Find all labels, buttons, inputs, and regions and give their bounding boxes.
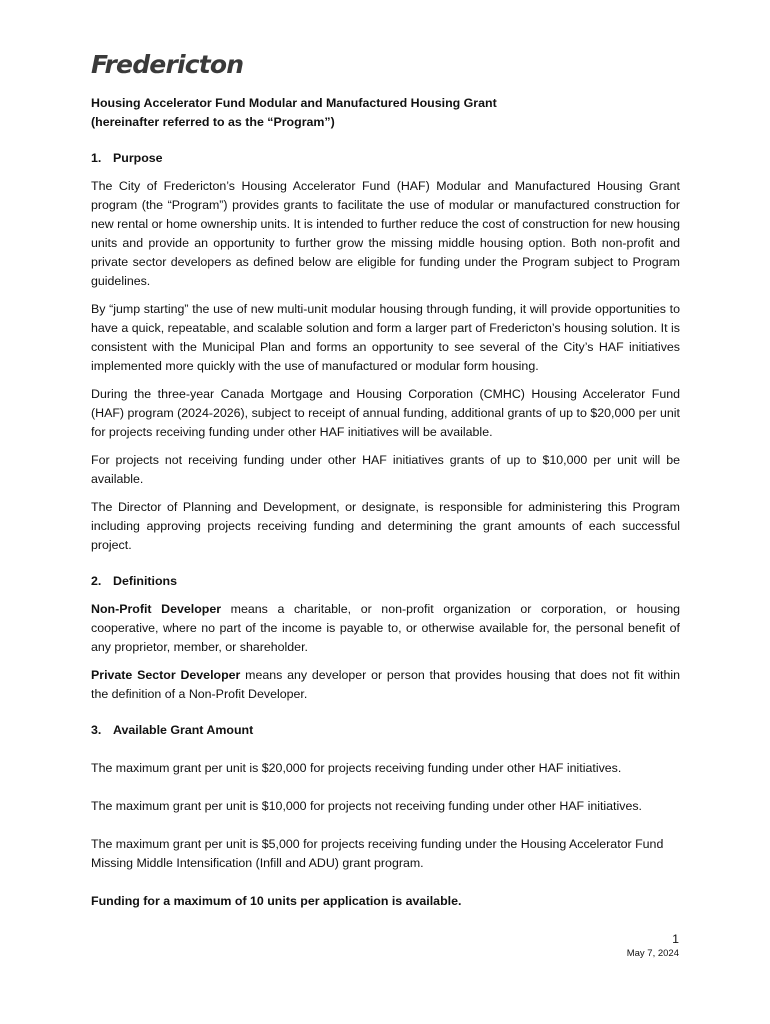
document-body [91, 94, 680, 920]
section-number: 2. [91, 574, 102, 588]
section-title: Purpose [113, 151, 163, 165]
definition-term: Private Sector Developer [91, 668, 241, 682]
purpose-paragraph-3: During the three-year Canada Mortgage and Housing Corporation (CMHC) Housing Accelerator Fund (HAF) program (2024-2026), subject to receipt of annual funding, additional grants of up to $20,000 per unit for projects receiving funding under other HAF initiatives will be available. [91, 387, 680, 439]
section-number: 3. [91, 723, 102, 737]
footer-date: May 7, 2024 [626, 948, 679, 959]
definition-nonprofit [91, 600, 680, 657]
title-line-2: (hereinafter referred to as the “Program”) [91, 115, 335, 129]
grant-line-2: The maximum grant per unit is $10,000 for projects not receiving funding under other HAF initiatives. [91, 799, 642, 813]
funding-note: Funding for a maximum of 10 units per application is available. [91, 894, 462, 908]
page-footer [627, 932, 679, 960]
logo-text: Fredericton [91, 50, 244, 79]
grant-line-1: The maximum grant per unit is $20,000 for projects receiving funding under other HAF initiatives. [91, 761, 622, 775]
section-title: Definitions [113, 574, 178, 588]
section-number: 1. [91, 151, 102, 165]
definition-text: means any developer or person that provides housing that does not fit within the definition of a Non-Profit Developer. [91, 668, 680, 701]
purpose-paragraph-5: The Director of Planning and Development, or designate, is responsible for administering this Program including approving projects receiving funding and determining the grant amounts of each successful project. [91, 500, 680, 552]
purpose-paragraph-4: For projects not receiving funding under other HAF initiatives grants of up to $10,000 per unit will be available. [91, 453, 680, 486]
definition-text: means a charitable, or non-profit organization or corporation, or housing cooperative, where no part of the income is payable to, or otherwise available for, the personal benefit of any proprietor, member, or shareholder. [91, 602, 680, 654]
city-logo [91, 50, 243, 79]
purpose-paragraph-1: The City of Fredericton’s Housing Accelerator Fund (HAF) Modular and Manufactured Housing Grant program (the “Program”) provides grants to facilitate the use of modular or manufactured construction for new rental or home ownership units. It is intended to further reduce the cost of construction for new housing units and provide an opportunity to further grow the missing middle housing option. Both non-profit and private sector developers as defined below are eligible for funding under the Program subject to Program guidelines. [91, 179, 680, 288]
purpose-paragraph-2: By “jump starting” the use of new multi-unit modular housing through funding, it will provide opportunities to have a quick, repeatable, and scalable solution and form a larger part of Fredericton’s housing solution. It is consistent with the Municipal Plan and forms an opportunity to see several of the City’s HAF initiatives implemented more quickly with the use of manufactured or modular form housing. [91, 302, 680, 373]
section-title: Available Grant Amount [113, 723, 254, 737]
title-line-1: Housing Accelerator Fund Modular and Manufactured Housing Grant [91, 96, 497, 110]
section-heading-purpose [91, 149, 680, 168]
definition-term: Non-Profit Developer [91, 602, 222, 616]
definition-private [91, 666, 680, 704]
section-heading-definitions [91, 572, 680, 591]
grant-line-3: The maximum grant per unit is $5,000 for projects receiving funding under the Housing Accelerator Fund Missing Middle Intensification (Infill and ADU) grant program. [91, 837, 664, 870]
section-heading-grant-amount [91, 721, 680, 740]
page-number: 1 [672, 932, 679, 946]
document-title [91, 94, 680, 132]
